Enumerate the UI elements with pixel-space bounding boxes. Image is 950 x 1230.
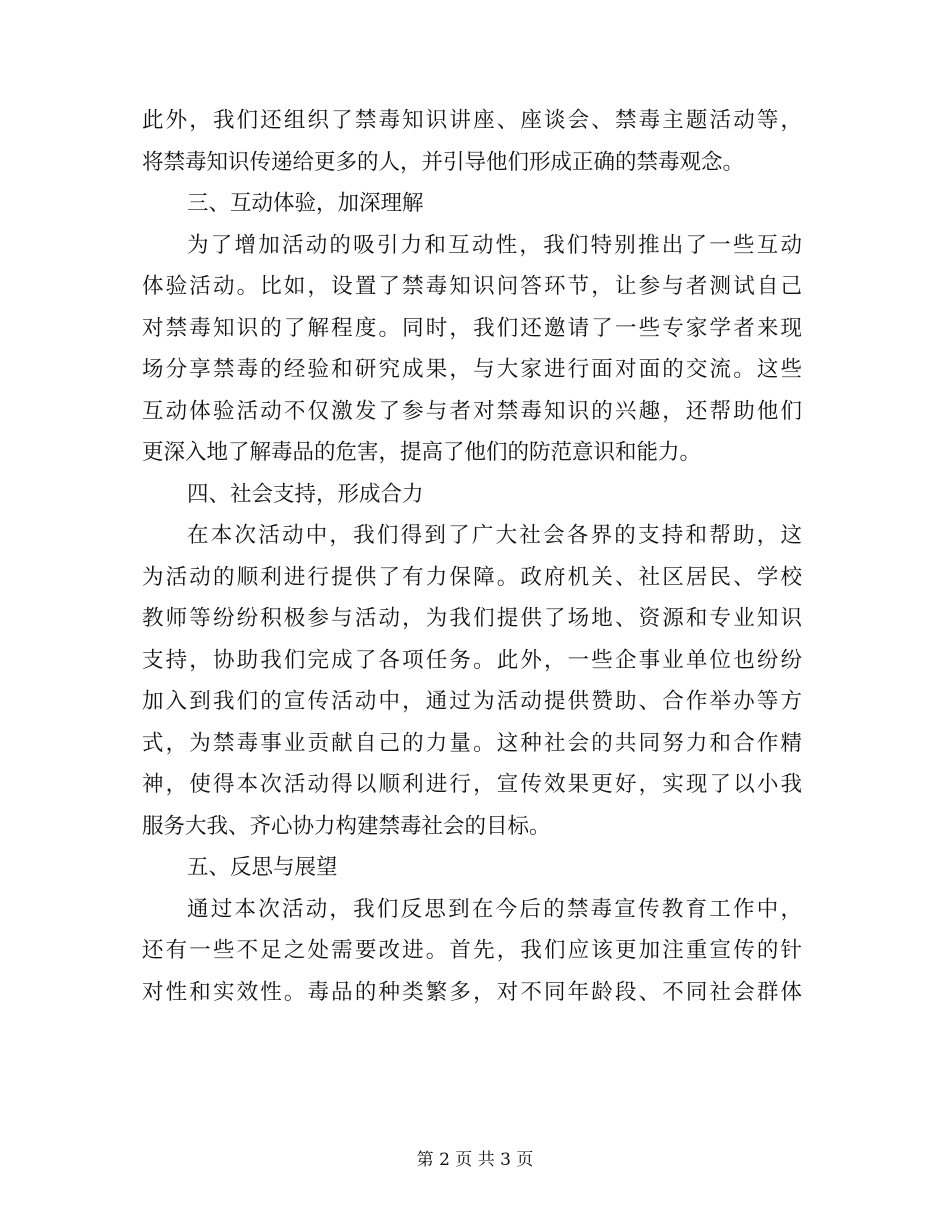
text-line: 为活动的顺利进行提供了有力保障。政府机关、社区居民、学校 — [142, 564, 802, 590]
text-line: 加入到我们的宣传活动中，通过为活动提供赞助、合作举办等方 — [142, 689, 802, 714]
section-heading: 五、反思与展望 — [187, 855, 338, 880]
text-line: 在本次活动中，我们得到了广大社会各界的支持和帮助，这 — [187, 523, 802, 548]
text-line: 将禁毒知识传递给更多的人，并引导他们形成正确的禁毒观念。 — [142, 149, 745, 175]
page-footer: 第 2 页 共 3 页 — [416, 1150, 534, 1170]
text-line: 体验活动。比如，设置了禁毒知识问答环节，让参与者测试自己 — [142, 274, 802, 299]
text-line: 对禁毒知识的了解程度。同时，我们还邀请了一些专家学者来现 — [142, 315, 802, 341]
text-line: 式，为禁毒事业贡献自己的力量。这种社会的共同努力和合作精 — [142, 730, 802, 756]
text-line: 支持，协助我们完成了各项任务。此外，一些企事业单位也纷纷 — [142, 647, 802, 673]
section-heading: 四、社会支持，形成合力 — [187, 481, 424, 507]
text-line: 对性和实效性。毒品的种类繁多，对不同年龄段、不同社会群体 — [142, 979, 802, 1005]
text-line: 教师等纷纷积极参与活动，为我们提供了场地、资源和专业知识 — [142, 606, 802, 631]
text-line: 场分享禁毒的经验和研究成果，与大家进行面对面的交流。这些 — [142, 357, 802, 382]
text-line: 服务大我、齐心协力构建禁毒社会的目标。 — [142, 813, 551, 839]
document-body — [142, 100, 802, 1013]
text-line: 神，使得本次活动得以顺利进行，宣传效果更好，实现了以小我 — [142, 772, 802, 797]
section-heading: 三、互动体验，加深理解 — [187, 191, 424, 216]
text-line: 此外，我们还组织了禁毒知识讲座、座谈会、禁毒主题活动等， — [142, 108, 802, 133]
text-line: 更深入地了解毒品的危害，提高了他们的防范意识和能力。 — [142, 440, 702, 465]
text-line: 为了增加活动的吸引力和互动性，我们特别推出了一些互动 — [187, 232, 802, 258]
text-line: 通过本次活动，我们反思到在今后的禁毒宣传教育工作中， — [187, 896, 802, 922]
text-line: 还有一些不足之处需要改进。首先，我们应该更加注重宣传的针 — [142, 938, 802, 963]
text-line: 互动体验活动不仅激发了参与者对禁毒知识的兴趣，还帮助他们 — [142, 398, 802, 424]
